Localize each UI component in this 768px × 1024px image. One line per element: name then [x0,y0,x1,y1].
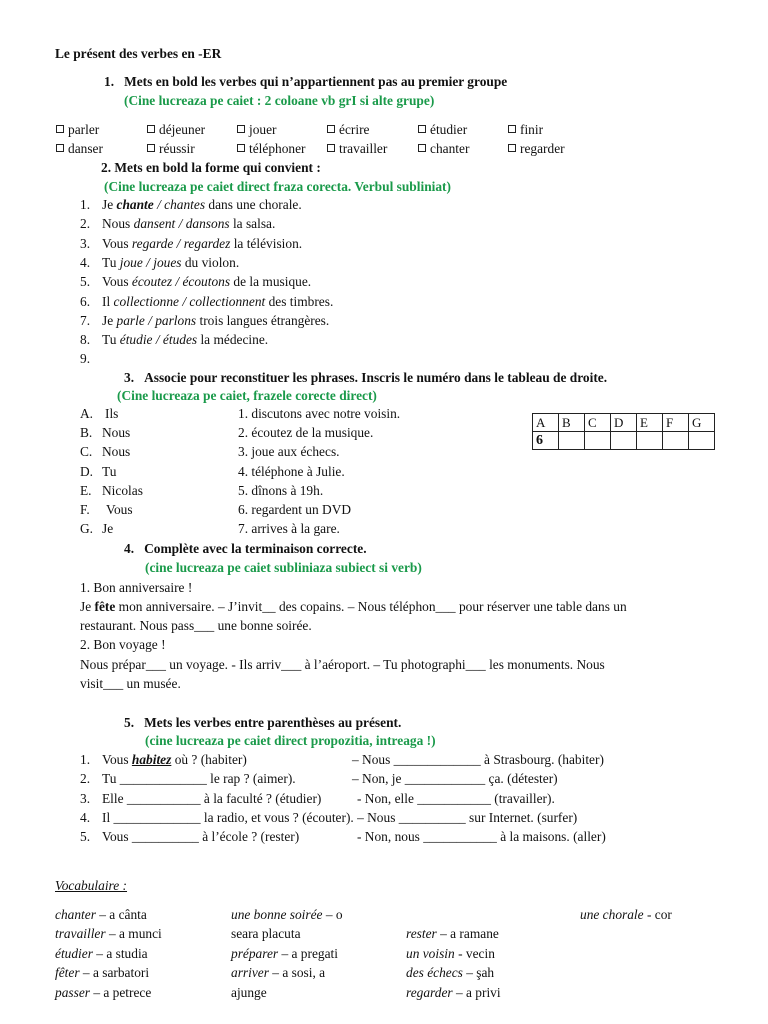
vocab-entry [406,944,495,963]
ex5-number: 5. [124,715,135,730]
ex4-part2-line1: Nous prépar___ un voyage. - Ils arriv___ à l’aéroport. – Tu photographi___ les monuments. Nous [80,657,605,672]
page-title: Le présent des verbes en -ER [55,46,222,61]
ex3-subject: Ils [105,406,119,421]
ex2-rest: dans une chorale. [205,197,302,212]
ex4-number: 4. [124,541,135,556]
ex1-note: (Cine lucreaza pe caiet : 2 coloane vb grI si alte grupe) [124,93,435,108]
ex5-text: Vous [102,752,132,767]
ex2-option: regarde / regardez [131,235,231,251]
ex2-item-number: 6. [80,293,91,309]
answer-table-value-cell [637,432,663,450]
ex3-ending: 5. dînons à 19h. [238,482,324,498]
vocab-french: des échecs [406,965,463,981]
vocab-romanian: – şah [462,965,495,981]
ex1-verb-item [508,120,543,139]
answer-table-header-cell: D [611,414,637,432]
checkbox-square-icon [147,125,155,133]
ex4-part1-line1 [80,597,627,616]
vocab-romanian: – a studia [92,945,148,961]
ex5-response: – Nous _____________ à Strasbourg. (habiter) [352,752,604,767]
vocab-romanian: – a privi [452,984,501,1000]
ex4-part2-title: 2. Bon voyage ! [80,637,166,652]
ex4-text: Je [80,599,95,614]
ex2-rest: des timbres. [265,293,334,309]
checkbox-square-icon [56,144,64,152]
ex1-number: 1. [104,74,115,89]
ex5-response: - Non, nous ___________ à la maisons. (aller) [357,829,606,845]
ex2-item [102,195,302,214]
vocab-entry [231,905,343,924]
ex2-rest: la médecine. [197,332,269,348]
ex1-verb-label: déjeuner [159,122,206,137]
ex3-subject: Nicolas [102,482,143,498]
checkbox-square-icon [418,125,426,133]
ex5-note: (cine lucreaza pe caiet direct propozitia, intreaga !) [145,733,436,748]
ex3-letter: B. [80,425,93,441]
ex3-ending: 2. écoutez de la musique. [238,425,374,441]
ex5-text: Elle ___________ à la faculté ? (étudier) [102,790,322,806]
vocab-romanian: – a pregati [278,945,338,961]
ex2-item-number: 8. [80,332,91,348]
ex3-ending: 6. regardent un DVD [238,502,352,517]
vocab-romanian: – a sarbatori [79,965,150,981]
vocab-entry [406,963,494,982]
ex1-verb-label: parler [68,122,100,137]
ex1-heading [104,72,507,91]
answer-table-header-cell: F [663,414,689,432]
ex4-bold-verb: fête [94,599,116,614]
answer-table-header-cell: A [533,414,559,432]
ex2-note: (Cine lucreaza pe caiet direct fraza corecta. Verbul subliniat) [104,179,451,194]
ex5-text: Vous __________ à l’école ? (rester) [102,829,300,845]
vocab-entry [406,924,499,943]
ex2-subject: Je [102,197,117,212]
ex3-subject: Vous [106,502,133,517]
answer-table [532,413,715,450]
ex2-heading: 2. Mets en bold la forme qui convient : [101,160,321,175]
ex3-ending: 7. arrives à la gare. [238,521,340,537]
ex1-verb-item [418,120,467,139]
ex5-response: – Non, je ____________ ça. (détester) [352,771,558,787]
ex2-option: joue / joues [119,254,182,270]
ex1-verb-label: chanter [430,141,470,156]
ex1-heading-text: Mets en bold les verbes qui n’appartiennent pas au premier groupe [124,74,508,89]
checkbox-square-icon [418,144,426,152]
vocab-romanian: – a ramane [436,926,499,942]
ex1-verb-item [327,139,387,158]
ex2-item-number: 7. [80,312,91,328]
ex4-part1-title: 1. Bon anniversaire ! [80,580,193,595]
vocab-entry [55,924,162,943]
ex2-item-number: 2. [80,216,91,232]
ex2-item [102,272,311,291]
ex5-text: Tu _____________ le rap ? (aimer). [102,771,296,787]
ex2-item-number: 1. [80,197,91,212]
answer-table-header-cell: G [689,414,715,432]
vocab-entry [231,983,267,1002]
ex5-text: où ? (habiter) [171,752,247,767]
ex3-heading-text: Associe pour reconstituer les phrases. Inscris le numéro dans le tableau de droite. [144,370,608,385]
ex3-ending: 3. joue aux échecs. [238,444,340,460]
ex3-letter: C. [80,444,93,460]
ex1-verb-item [327,120,369,139]
ex3-heading [124,368,607,387]
vocab-romanian: – o [322,907,343,922]
ex2-item-number: 9. [80,351,91,367]
ex2-option-bold: chante [116,197,154,212]
answer-table-value-cell [611,432,637,450]
vocab-entry [231,963,325,982]
checkbox-square-icon [508,144,516,152]
ex5-item-number: 4. [80,809,91,825]
answer-table-header-cell: C [585,414,611,432]
ex3-letter: G. [80,521,94,537]
answer-table-value-cell: 6 [533,432,559,450]
answer-table-header-cell: E [637,414,663,432]
ex2-item [102,234,302,253]
vocab-entry [55,944,148,963]
vocab-french: chanter [55,907,96,922]
ex2-option: parle / parlons [116,312,197,328]
vocab-romanian: – a munci [105,926,162,942]
ex4-heading [124,539,367,558]
ex1-verb-label: écrire [339,122,370,137]
vocab-french: travailler [55,926,106,942]
ex1-verb-item [56,139,103,158]
ex2-subject: Il [102,293,114,309]
ex1-verb-item [147,120,205,139]
checkbox-square-icon [327,125,335,133]
ex3-letter: D. [80,463,94,479]
ex2-subject: Tu [102,254,120,270]
ex2-option: collectionne / collectionnent [113,293,266,309]
vocab-romanian: seara placuta [231,926,301,942]
checkbox-square-icon [327,144,335,152]
ex1-verb-item [418,139,469,158]
vocab-entry [55,983,151,1002]
ex4-part2-line2: visit___ un musée. [80,676,181,691]
answer-table-header-row [533,414,715,432]
vocab-entry [580,905,672,924]
ex5-question [102,769,296,788]
vocab-title: Vocabulaire : [55,878,128,893]
ex2-rest: la télévision. [230,235,303,251]
vocab-entry [55,905,147,924]
ex1-verb-item [237,139,306,158]
checkbox-square-icon [237,144,245,152]
ex2-subject: Tu [102,332,120,348]
vocab-romanian: – a sosi, a [268,965,326,981]
ex1-verb-label: finir [520,122,544,137]
vocab-romanian: – a petrece [89,984,152,1000]
ex3-number: 3. [124,370,135,385]
ex1-verb-item [147,139,195,158]
ex2-subject: Je [102,312,117,328]
vocab-french: passer [55,984,90,1000]
ex1-verb-label: travailler [339,141,388,156]
ex5-question [102,827,299,846]
ex1-verb-item [56,120,99,139]
answer-table-value-row [533,432,715,450]
ex2-item [102,292,333,311]
ex1-verb-label: réussir [159,141,195,156]
ex4-heading-text: Complète avec la terminaison correcte. [144,541,367,556]
ex3-ending: 1. discutons avec notre voisin. [238,406,401,421]
ex5-response: - Non, elle ___________ (travailler). [357,790,555,806]
ex2-subject: Nous [102,216,134,232]
ex3-subject: Tu [102,463,117,479]
ex2-rest: du violon. [181,254,240,270]
ex1-verb-item [508,139,565,158]
vocab-entry [231,944,338,963]
vocab-romanian: ajunge [231,984,267,1000]
vocab-french: fêter [55,965,80,981]
ex1-verb-label: regarder [520,141,565,156]
ex5-item-number: 5. [80,829,91,845]
ex1-verb-label: étudier [430,122,468,137]
vocab-french: rester [406,926,437,942]
ex2-option: écoutez / écoutons [131,274,231,290]
ex3-subject: Je [102,521,114,537]
answer-table-value-cell [585,432,611,450]
ex2-rest: trois langues étrangères. [196,312,330,328]
ex2-item [102,214,275,233]
ex2-option: / chantes [153,197,206,212]
ex5-text: Il _____________ la radio, et vous ? (écouter). – Nous __________ sur Internet. (surfer) [102,809,578,825]
answer-table-value-cell [663,432,689,450]
ex5-question [102,808,577,827]
ex4-part1-line2: restaurant. Nous pass___ une bonne soirée. [80,618,312,633]
ex2-rest: la salsa. [229,216,276,232]
ex4-text: mon anniversaire. – J’invit__ des copains. – Nous téléphon___ pour réserver une table dans un [115,599,627,614]
ex5-question [102,789,321,808]
answer-table-value-cell [559,432,585,450]
ex5-item-number: 1. [80,752,91,767]
ex2-option: dansent / dansons [133,216,230,232]
vocab-french: une bonne soirée [231,907,323,922]
ex3-note: (Cine lucreaza pe caiet, frazele corecte direct) [117,388,377,403]
ex2-rest: de la musique. [230,274,312,290]
vocab-romanian: – a cânta [95,907,147,922]
ex3-letter: E. [80,482,92,498]
ex4-note: (cine lucreaza pe caiet subliniaza subiect si verb) [145,560,422,575]
vocab-french: un voisin [406,945,455,961]
vocab-french: étudier [55,945,93,961]
ex3-subject: Nous [102,444,131,460]
ex1-verb-label: jouer [249,122,277,137]
ex3-letter: A. [80,406,94,421]
ex1-verb-item [237,120,277,139]
ex3-subject: Nous [102,425,131,441]
checkbox-square-icon [56,125,64,133]
ex1-verb-label: danser [68,141,103,156]
checkbox-square-icon [508,125,516,133]
ex2-item-number: 4. [80,254,91,270]
vocab-french: préparer [231,945,279,961]
ex2-item-number: 5. [80,274,91,290]
vocab-french: regarder [406,984,453,1000]
ex2-subject: Vous [102,235,132,251]
ex2-item [102,330,268,349]
ex5-heading-text: Mets les verbes entre parenthèses au présent. [144,715,402,730]
checkbox-square-icon [237,125,245,133]
ex5-item-number: 2. [80,771,91,787]
ex5-item-number: 3. [80,790,91,806]
answer-table-value-cell [689,432,715,450]
ex5-question [102,750,247,769]
ex3-letter: F. [80,502,90,517]
ex5-answer-verb: habitez [131,752,172,767]
vocab-entry [231,924,301,943]
checkbox-square-icon [147,144,155,152]
ex3-ending: 4. téléphone à Julie. [238,463,345,479]
vocab-entry [406,983,501,1002]
vocab-romanian: - vecin [454,945,495,961]
ex2-item [102,253,239,272]
ex2-item [102,311,329,330]
ex2-subject: Vous [102,274,132,290]
ex2-option: étudie / études [119,332,198,348]
ex5-heading [124,713,401,732]
vocab-french: arriver [231,965,269,981]
vocab-entry [55,963,149,982]
vocab-french: une chorale [580,907,644,922]
vocab-romanian: - cor [643,907,672,922]
ex1-verb-label: téléphoner [249,141,306,156]
ex2-item-number: 3. [80,235,91,251]
answer-table-header-cell: B [559,414,585,432]
